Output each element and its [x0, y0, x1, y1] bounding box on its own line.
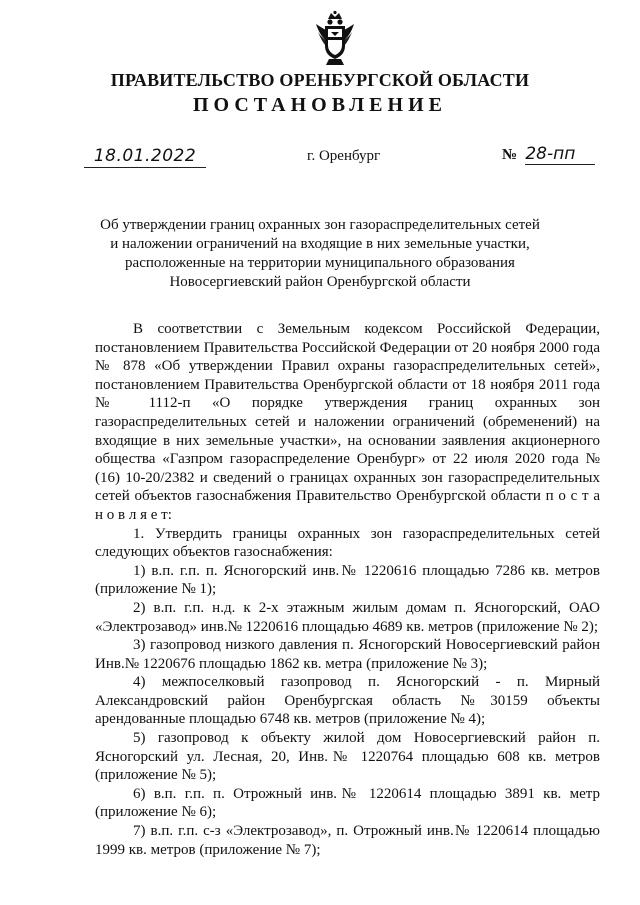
- document-number-block: [502, 144, 595, 165]
- number-sign: №: [502, 147, 518, 163]
- list-item: 2) в.п. г.п. н.д. к 2-х этажным жилым домам п. Ясногорский, ОАО «Электрозавод» инв.№ 1220616 площадью 4689 кв. метров (приложение № 2);: [95, 599, 600, 635]
- document-number: 28-пп: [525, 144, 595, 165]
- document-date: 18.01.2022: [84, 146, 206, 168]
- list-item: 1) в.п. г.п. п. Ясногорский инв.№ 1220616 площадью 7286 кв. метров (приложение № 1);: [95, 562, 600, 598]
- document-city: г. Оренбург: [307, 148, 381, 164]
- coat-of-arms-icon: [314, 10, 356, 66]
- list-item: 4) межпоселковый газопровод п. Ясногорский - п. Мирный Александровский район Оренбургская область №30159 объекты арендованные площадью 6748 кв. метров (приложение № 4);: [95, 674, 600, 728]
- list-item: 6) в.п. г.п. п. Отрожный инв.№ 1220614 площадью 3891 кв. метр (приложение № 6);: [95, 785, 600, 821]
- list-item: 5) газопровод к объекту жилой дом Новосергиевский район п. Ясногорский ул. Лесная, 20, Инв.№ 1220764 площадью 608 кв. метров (приложение № 5);: [95, 730, 600, 784]
- document-type: ПОСТАНОВЛЕНИЕ: [193, 94, 447, 116]
- document-title: Об утверждении границ охранных зон газораспределительных сетей и наложении ограничений на входящие в них земельные участки, расположенные на территории муниципального образования Новосергиевский район Оренбургской области: [100, 217, 540, 290]
- intro-paragraph: В соответствии с Земельным кодексом Российской Федерации, постановлением Правительства Российской Федерации от 20 ноября 2000 года № 878 «Об утверждении Правил охраны газораспределительных сетей», постановлением Правительства Оренбургской области от 18 ноября 2011 года № 1112-п «О порядке утверждения границ охранных зон газораспределительных сетей и наложении ограничений (обременений) на входящие в них земельные участки», на основании заявления акционерного общества «Газпром газораспределение Оренбург» от 22 июля 2020 года № (16) 10-20/2382 и сведений о границах охранных зон газораспределительных сетей объектов газоснабжения Правительство Оренбургской области п о с т а н о в л я е т:: [95, 321, 600, 523]
- list-item: 7) в.п. г.п. с-з «Электрозавод», п. Отрожный инв.№ 1220614 площадью 1999 кв. метров (приложение № 7);: [95, 823, 600, 858]
- list-item: 1. Утвердить границы охранных зон газораспределительных сетей следующих объектов газоснабжения:: [95, 525, 600, 561]
- document-body: [95, 320, 600, 859]
- organization-name: ПРАВИТЕЛЬСТВО ОРЕНБУРГСКОЙ ОБЛАСТИ: [110, 70, 530, 90]
- list-item: 3) газопровод низкого давления п. Ясногорский Новосергиевский район Инв.№ 1220676 площадью 1862 кв. метра (приложение № 3);: [95, 637, 600, 672]
